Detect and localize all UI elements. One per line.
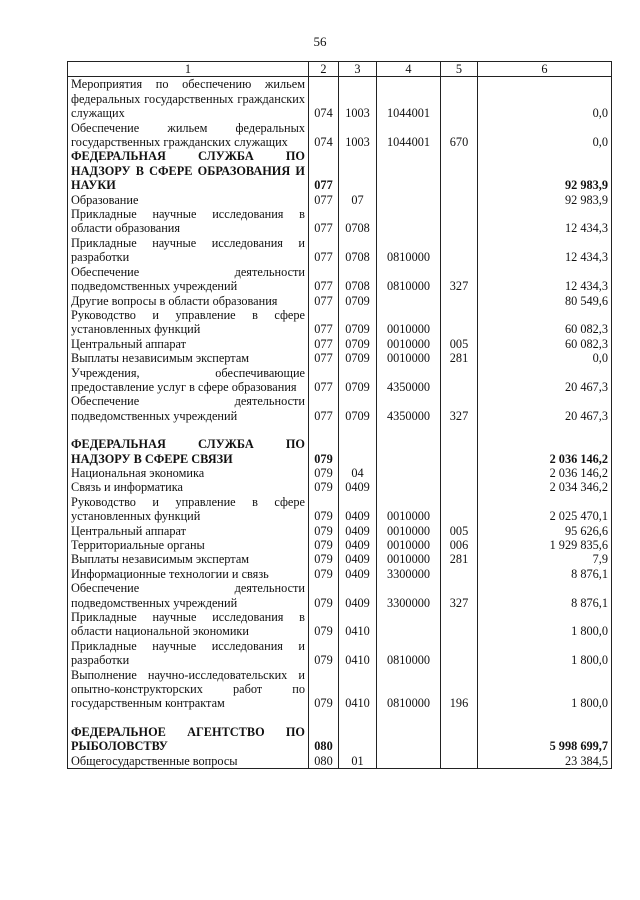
row-expense-code: 281 bbox=[441, 552, 478, 566]
row-amount: 92 983,9 bbox=[478, 193, 612, 207]
row-expense-code bbox=[441, 366, 478, 395]
row-section-code: 0410 bbox=[339, 610, 377, 639]
row-name: Обеспечение деятельности подведомственных учреждений bbox=[68, 581, 309, 610]
row-name: Обеспечение деятельности подведомственных учреждений bbox=[68, 394, 309, 423]
row-amount: 80 549,6 bbox=[478, 294, 612, 308]
table-row bbox=[68, 567, 612, 581]
row-target-code bbox=[377, 711, 441, 754]
row-section-code: 01 bbox=[339, 754, 377, 769]
row-ministry-code: 077 bbox=[309, 193, 339, 207]
table-row bbox=[68, 480, 612, 494]
row-amount: 95 626,6 bbox=[478, 524, 612, 538]
row-target-code: 0810000 bbox=[377, 639, 441, 668]
table-row bbox=[68, 581, 612, 610]
row-expense-code bbox=[441, 236, 478, 265]
row-expense-code: 005 bbox=[441, 337, 478, 351]
row-target-code bbox=[377, 423, 441, 466]
row-name: Прикладные научные исследования в области национальной экономики bbox=[68, 610, 309, 639]
row-expense-code bbox=[441, 294, 478, 308]
row-ministry-code: 079 bbox=[309, 552, 339, 566]
table-row bbox=[68, 121, 612, 150]
row-amount: 20 467,3 bbox=[478, 366, 612, 395]
row-amount: 7,9 bbox=[478, 552, 612, 566]
header-row bbox=[68, 62, 612, 77]
table-row bbox=[68, 466, 612, 480]
row-amount: 1 800,0 bbox=[478, 668, 612, 711]
row-name: ФЕДЕРАЛЬНОЕ АГЕНТСТВО ПО РЫБОЛОВСТВУ bbox=[68, 711, 309, 754]
row-target-code: 0010000 bbox=[377, 552, 441, 566]
row-amount: 2 036 146,2 bbox=[478, 466, 612, 480]
row-section-code: 0409 bbox=[339, 581, 377, 610]
row-section-code bbox=[339, 149, 377, 192]
row-expense-code bbox=[441, 610, 478, 639]
row-name: Мероприятия по обеспечению жильем федеральных государственных гражданских служащих bbox=[68, 77, 309, 121]
row-expense-code bbox=[441, 711, 478, 754]
row-target-code: 0810000 bbox=[377, 668, 441, 711]
row-amount: 1 800,0 bbox=[478, 610, 612, 639]
row-expense-code bbox=[441, 480, 478, 494]
row-name: Руководство и управление в сфере установленных функций bbox=[68, 495, 309, 524]
row-section-code: 0409 bbox=[339, 538, 377, 552]
row-target-code: 0010000 bbox=[377, 337, 441, 351]
row-target-code bbox=[377, 754, 441, 769]
row-expense-code: 196 bbox=[441, 668, 478, 711]
table-row bbox=[68, 308, 612, 337]
row-ministry-code: 077 bbox=[309, 308, 339, 337]
row-expense-code: 670 bbox=[441, 121, 478, 150]
row-amount: 1 800,0 bbox=[478, 639, 612, 668]
row-amount: 2 025 470,1 bbox=[478, 495, 612, 524]
row-section-code bbox=[339, 711, 377, 754]
table-row bbox=[68, 423, 612, 466]
row-expense-code: 327 bbox=[441, 581, 478, 610]
row-amount: 20 467,3 bbox=[478, 394, 612, 423]
row-ministry-code: 079 bbox=[309, 581, 339, 610]
row-section-code: 0410 bbox=[339, 639, 377, 668]
table-row bbox=[68, 77, 612, 121]
row-name: Обеспечение деятельности подведомственных учреждений bbox=[68, 265, 309, 294]
row-name: Связь и информатика bbox=[68, 480, 309, 494]
row-amount: 8 876,1 bbox=[478, 581, 612, 610]
row-ministry-code: 079 bbox=[309, 639, 339, 668]
row-expense-code: 281 bbox=[441, 351, 478, 365]
budget-table bbox=[67, 61, 612, 769]
row-expense-code bbox=[441, 495, 478, 524]
row-name: Территориальные органы bbox=[68, 538, 309, 552]
header-col-6: 6 bbox=[478, 62, 612, 77]
header-col-4: 4 bbox=[377, 62, 441, 77]
row-name: Выполнение научно-исследовательских и опытно-конструкторских работ по государственным контрактам bbox=[68, 668, 309, 711]
row-target-code bbox=[377, 193, 441, 207]
table-row bbox=[68, 149, 612, 192]
row-ministry-code: 079 bbox=[309, 668, 339, 711]
row-expense-code bbox=[441, 149, 478, 192]
table-row bbox=[68, 337, 612, 351]
row-ministry-code: 079 bbox=[309, 524, 339, 538]
row-target-code: 0010000 bbox=[377, 538, 441, 552]
row-ministry-code: 079 bbox=[309, 466, 339, 480]
row-amount: 12 434,3 bbox=[478, 207, 612, 236]
row-amount: 8 876,1 bbox=[478, 567, 612, 581]
row-target-code: 3300000 bbox=[377, 567, 441, 581]
row-section-code: 0709 bbox=[339, 308, 377, 337]
row-name: Центральный аппарат bbox=[68, 524, 309, 538]
row-ministry-code: 080 bbox=[309, 711, 339, 754]
row-section-code: 0409 bbox=[339, 495, 377, 524]
header-col-1: 1 bbox=[68, 62, 309, 77]
row-target-code: 1044001 bbox=[377, 77, 441, 121]
row-amount: 60 082,3 bbox=[478, 308, 612, 337]
page-number: 56 bbox=[313, 34, 327, 49]
row-amount: 2 034 346,2 bbox=[478, 480, 612, 494]
row-target-code: 0010000 bbox=[377, 524, 441, 538]
header-col-3: 3 bbox=[339, 62, 377, 77]
row-target-code: 0010000 bbox=[377, 308, 441, 337]
row-section-code: 1003 bbox=[339, 121, 377, 150]
row-name: ФЕДЕРАЛЬНАЯ СЛУЖБА ПО НАДЗОРУ В СФЕРЕ СВЯЗИ bbox=[68, 423, 309, 466]
row-target-code: 0010000 bbox=[377, 495, 441, 524]
row-name: Образование bbox=[68, 193, 309, 207]
row-amount: 12 434,3 bbox=[478, 265, 612, 294]
row-section-code: 0709 bbox=[339, 366, 377, 395]
row-section-code: 0709 bbox=[339, 351, 377, 365]
row-expense-code bbox=[441, 639, 478, 668]
row-name: Выплаты независимым экспертам bbox=[68, 552, 309, 566]
row-target-code: 3300000 bbox=[377, 581, 441, 610]
table-row bbox=[68, 639, 612, 668]
table-row bbox=[68, 538, 612, 552]
row-target-code bbox=[377, 207, 441, 236]
table-row bbox=[68, 711, 612, 754]
row-target-code bbox=[377, 480, 441, 494]
row-target-code: 4350000 bbox=[377, 394, 441, 423]
row-expense-code: 006 bbox=[441, 538, 478, 552]
row-ministry-code: 077 bbox=[309, 366, 339, 395]
row-section-code: 0709 bbox=[339, 294, 377, 308]
row-section-code: 0409 bbox=[339, 567, 377, 581]
row-amount: 12 434,3 bbox=[478, 236, 612, 265]
row-name: Руководство и управление в сфере установленных функций bbox=[68, 308, 309, 337]
row-expense-code bbox=[441, 423, 478, 466]
row-expense-code: 327 bbox=[441, 265, 478, 294]
table-row bbox=[68, 552, 612, 566]
row-section-code: 0709 bbox=[339, 394, 377, 423]
row-ministry-code: 074 bbox=[309, 77, 339, 121]
table-row bbox=[68, 610, 612, 639]
table-row bbox=[68, 294, 612, 308]
row-target-code: 0810000 bbox=[377, 265, 441, 294]
header-col-5: 5 bbox=[441, 62, 478, 77]
row-target-code: 0010000 bbox=[377, 351, 441, 365]
row-ministry-code: 077 bbox=[309, 207, 339, 236]
row-ministry-code: 077 bbox=[309, 294, 339, 308]
row-ministry-code: 079 bbox=[309, 495, 339, 524]
table-row bbox=[68, 524, 612, 538]
row-section-code: 0409 bbox=[339, 524, 377, 538]
row-target-code bbox=[377, 149, 441, 192]
row-target-code: 1044001 bbox=[377, 121, 441, 150]
row-amount: 2 036 146,2 bbox=[478, 423, 612, 466]
row-amount: 0,0 bbox=[478, 77, 612, 121]
row-ministry-code: 074 bbox=[309, 121, 339, 150]
row-name: Прикладные научные исследования в области образования bbox=[68, 207, 309, 236]
row-expense-code: 327 bbox=[441, 394, 478, 423]
row-amount: 60 082,3 bbox=[478, 337, 612, 351]
row-name: Прикладные научные исследования и разработки bbox=[68, 236, 309, 265]
row-target-code: 0810000 bbox=[377, 236, 441, 265]
table-row bbox=[68, 351, 612, 365]
row-name: Обеспечение жильем федеральных государственных гражданских служащих bbox=[68, 121, 309, 150]
row-amount: 23 384,5 bbox=[478, 754, 612, 769]
row-amount: 0,0 bbox=[478, 121, 612, 150]
row-section-code: 0708 bbox=[339, 265, 377, 294]
row-name: Прикладные научные исследования и разработки bbox=[68, 639, 309, 668]
row-ministry-code: 079 bbox=[309, 567, 339, 581]
row-section-code: 0709 bbox=[339, 337, 377, 351]
row-name: ФЕДЕРАЛЬНАЯ СЛУЖБА ПО НАДЗОРУ В СФЕРЕ ОБРАЗОВАНИЯ И НАУКИ bbox=[68, 149, 309, 192]
row-expense-code bbox=[441, 754, 478, 769]
row-target-code bbox=[377, 294, 441, 308]
row-section-code: 0410 bbox=[339, 668, 377, 711]
row-target-code bbox=[377, 610, 441, 639]
row-amount: 0,0 bbox=[478, 351, 612, 365]
row-expense-code bbox=[441, 207, 478, 236]
row-ministry-code: 077 bbox=[309, 149, 339, 192]
row-ministry-code: 077 bbox=[309, 394, 339, 423]
row-section-code: 1003 bbox=[339, 77, 377, 121]
row-ministry-code: 079 bbox=[309, 610, 339, 639]
row-section-code: 04 bbox=[339, 466, 377, 480]
row-expense-code bbox=[441, 308, 478, 337]
row-section-code: 07 bbox=[339, 193, 377, 207]
row-section-code: 0409 bbox=[339, 552, 377, 566]
row-name: Информационные технологии и связь bbox=[68, 567, 309, 581]
row-expense-code: 005 bbox=[441, 524, 478, 538]
table-row bbox=[68, 495, 612, 524]
table-row bbox=[68, 193, 612, 207]
row-name: Выплаты независимым экспертам bbox=[68, 351, 309, 365]
table-row bbox=[68, 207, 612, 236]
row-amount: 5 998 699,7 bbox=[478, 711, 612, 754]
row-amount: 92 983,9 bbox=[478, 149, 612, 192]
table-row bbox=[68, 236, 612, 265]
row-name: Другие вопросы в области образования bbox=[68, 294, 309, 308]
row-expense-code bbox=[441, 193, 478, 207]
row-name: Учреждения, обеспечивающие предоставление услуг в сфере образования bbox=[68, 366, 309, 395]
table-row bbox=[68, 265, 612, 294]
table-row bbox=[68, 668, 612, 711]
row-ministry-code: 080 bbox=[309, 754, 339, 769]
row-target-code bbox=[377, 466, 441, 480]
row-ministry-code: 079 bbox=[309, 423, 339, 466]
row-ministry-code: 077 bbox=[309, 236, 339, 265]
row-section-code: 0409 bbox=[339, 480, 377, 494]
row-ministry-code: 079 bbox=[309, 538, 339, 552]
row-name: Центральный аппарат bbox=[68, 337, 309, 351]
row-ministry-code: 079 bbox=[309, 480, 339, 494]
row-section-code: 0708 bbox=[339, 207, 377, 236]
table-row bbox=[68, 394, 612, 423]
row-expense-code bbox=[441, 567, 478, 581]
row-target-code: 4350000 bbox=[377, 366, 441, 395]
row-amount: 1 929 835,6 bbox=[478, 538, 612, 552]
row-ministry-code: 077 bbox=[309, 351, 339, 365]
row-section-code bbox=[339, 423, 377, 466]
row-section-code: 0708 bbox=[339, 236, 377, 265]
row-ministry-code: 077 bbox=[309, 337, 339, 351]
row-name: Общегосударственные вопросы bbox=[68, 754, 309, 769]
row-ministry-code: 077 bbox=[309, 265, 339, 294]
row-name: Национальная экономика bbox=[68, 466, 309, 480]
header-col-2: 2 bbox=[309, 62, 339, 77]
table-row bbox=[68, 754, 612, 769]
row-expense-code bbox=[441, 466, 478, 480]
table-row bbox=[68, 366, 612, 395]
row-expense-code bbox=[441, 77, 478, 121]
